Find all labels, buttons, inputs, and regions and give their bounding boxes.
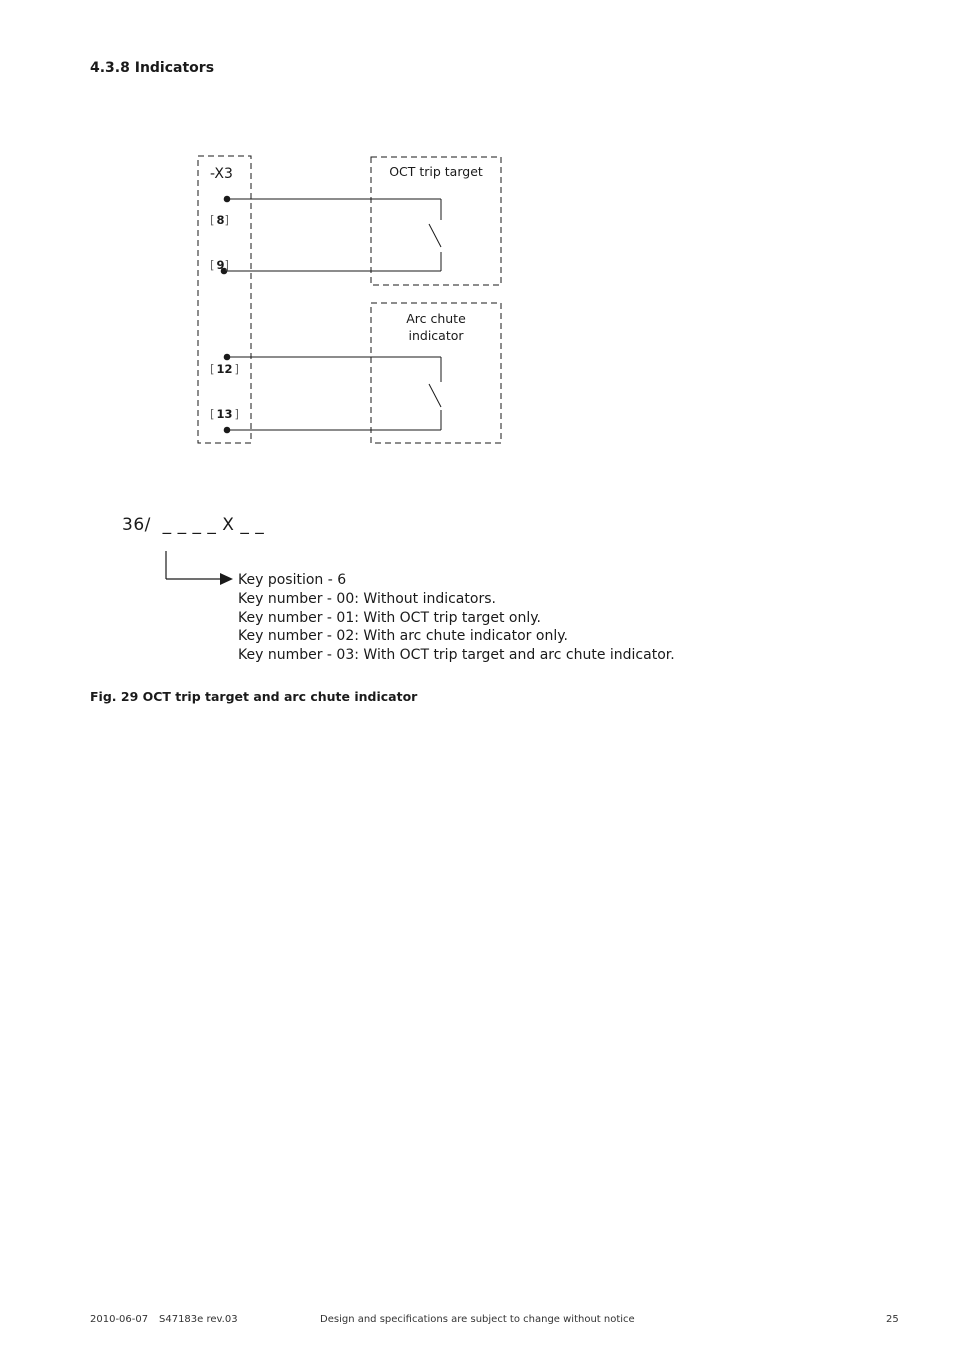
- section-title: 4.3.8 Indicators: [90, 60, 215, 76]
- footer-notice: Design and specifications are subject to change without notice: [320, 1314, 635, 1325]
- oct-trip-target-label: OCT trip target: [389, 164, 483, 179]
- key-position-arrow: [166, 551, 233, 585]
- terminal-label-9: [ 9]: [210, 258, 230, 272]
- terminal-dot-13: [224, 427, 231, 434]
- terminal-label-13: [ 13 ]: [210, 407, 240, 421]
- arc-chute-label-line2: indicator: [408, 328, 464, 343]
- oct-circuit: [224, 199, 441, 271]
- key-info-line: Key position - 6: [238, 572, 347, 588]
- page-number: 25: [886, 1314, 899, 1325]
- terminal-block-label: -X3: [210, 166, 233, 182]
- terminal-label-12: [ 12 ]: [210, 362, 240, 376]
- arc-chute-circuit: [227, 357, 441, 430]
- terminal-label-8: [ 8]: [210, 213, 230, 227]
- terminal-dot-12: [224, 354, 231, 361]
- footer-date: 2010-06-07: [90, 1314, 149, 1325]
- key-info-line: Key number - 00: Without indicators.: [238, 591, 496, 607]
- key-info-line: Key number - 01: With OCT trip target only.: [238, 610, 541, 626]
- key-info-line: Key number - 02: With arc chute indicator only.: [238, 628, 568, 644]
- order-code: 36/ _ _ _ _ X _ _: [122, 515, 265, 535]
- footer-doc-id: S47183e rev.03: [159, 1314, 238, 1325]
- key-info-line: Key number - 03: With OCT trip target and arc chute indicator.: [238, 647, 675, 663]
- figure-caption: Fig. 29 OCT trip target and arc chute indicator: [90, 689, 418, 704]
- terminal-dot-8: [224, 196, 231, 203]
- arc-chute-label-line1: Arc chute: [406, 311, 466, 326]
